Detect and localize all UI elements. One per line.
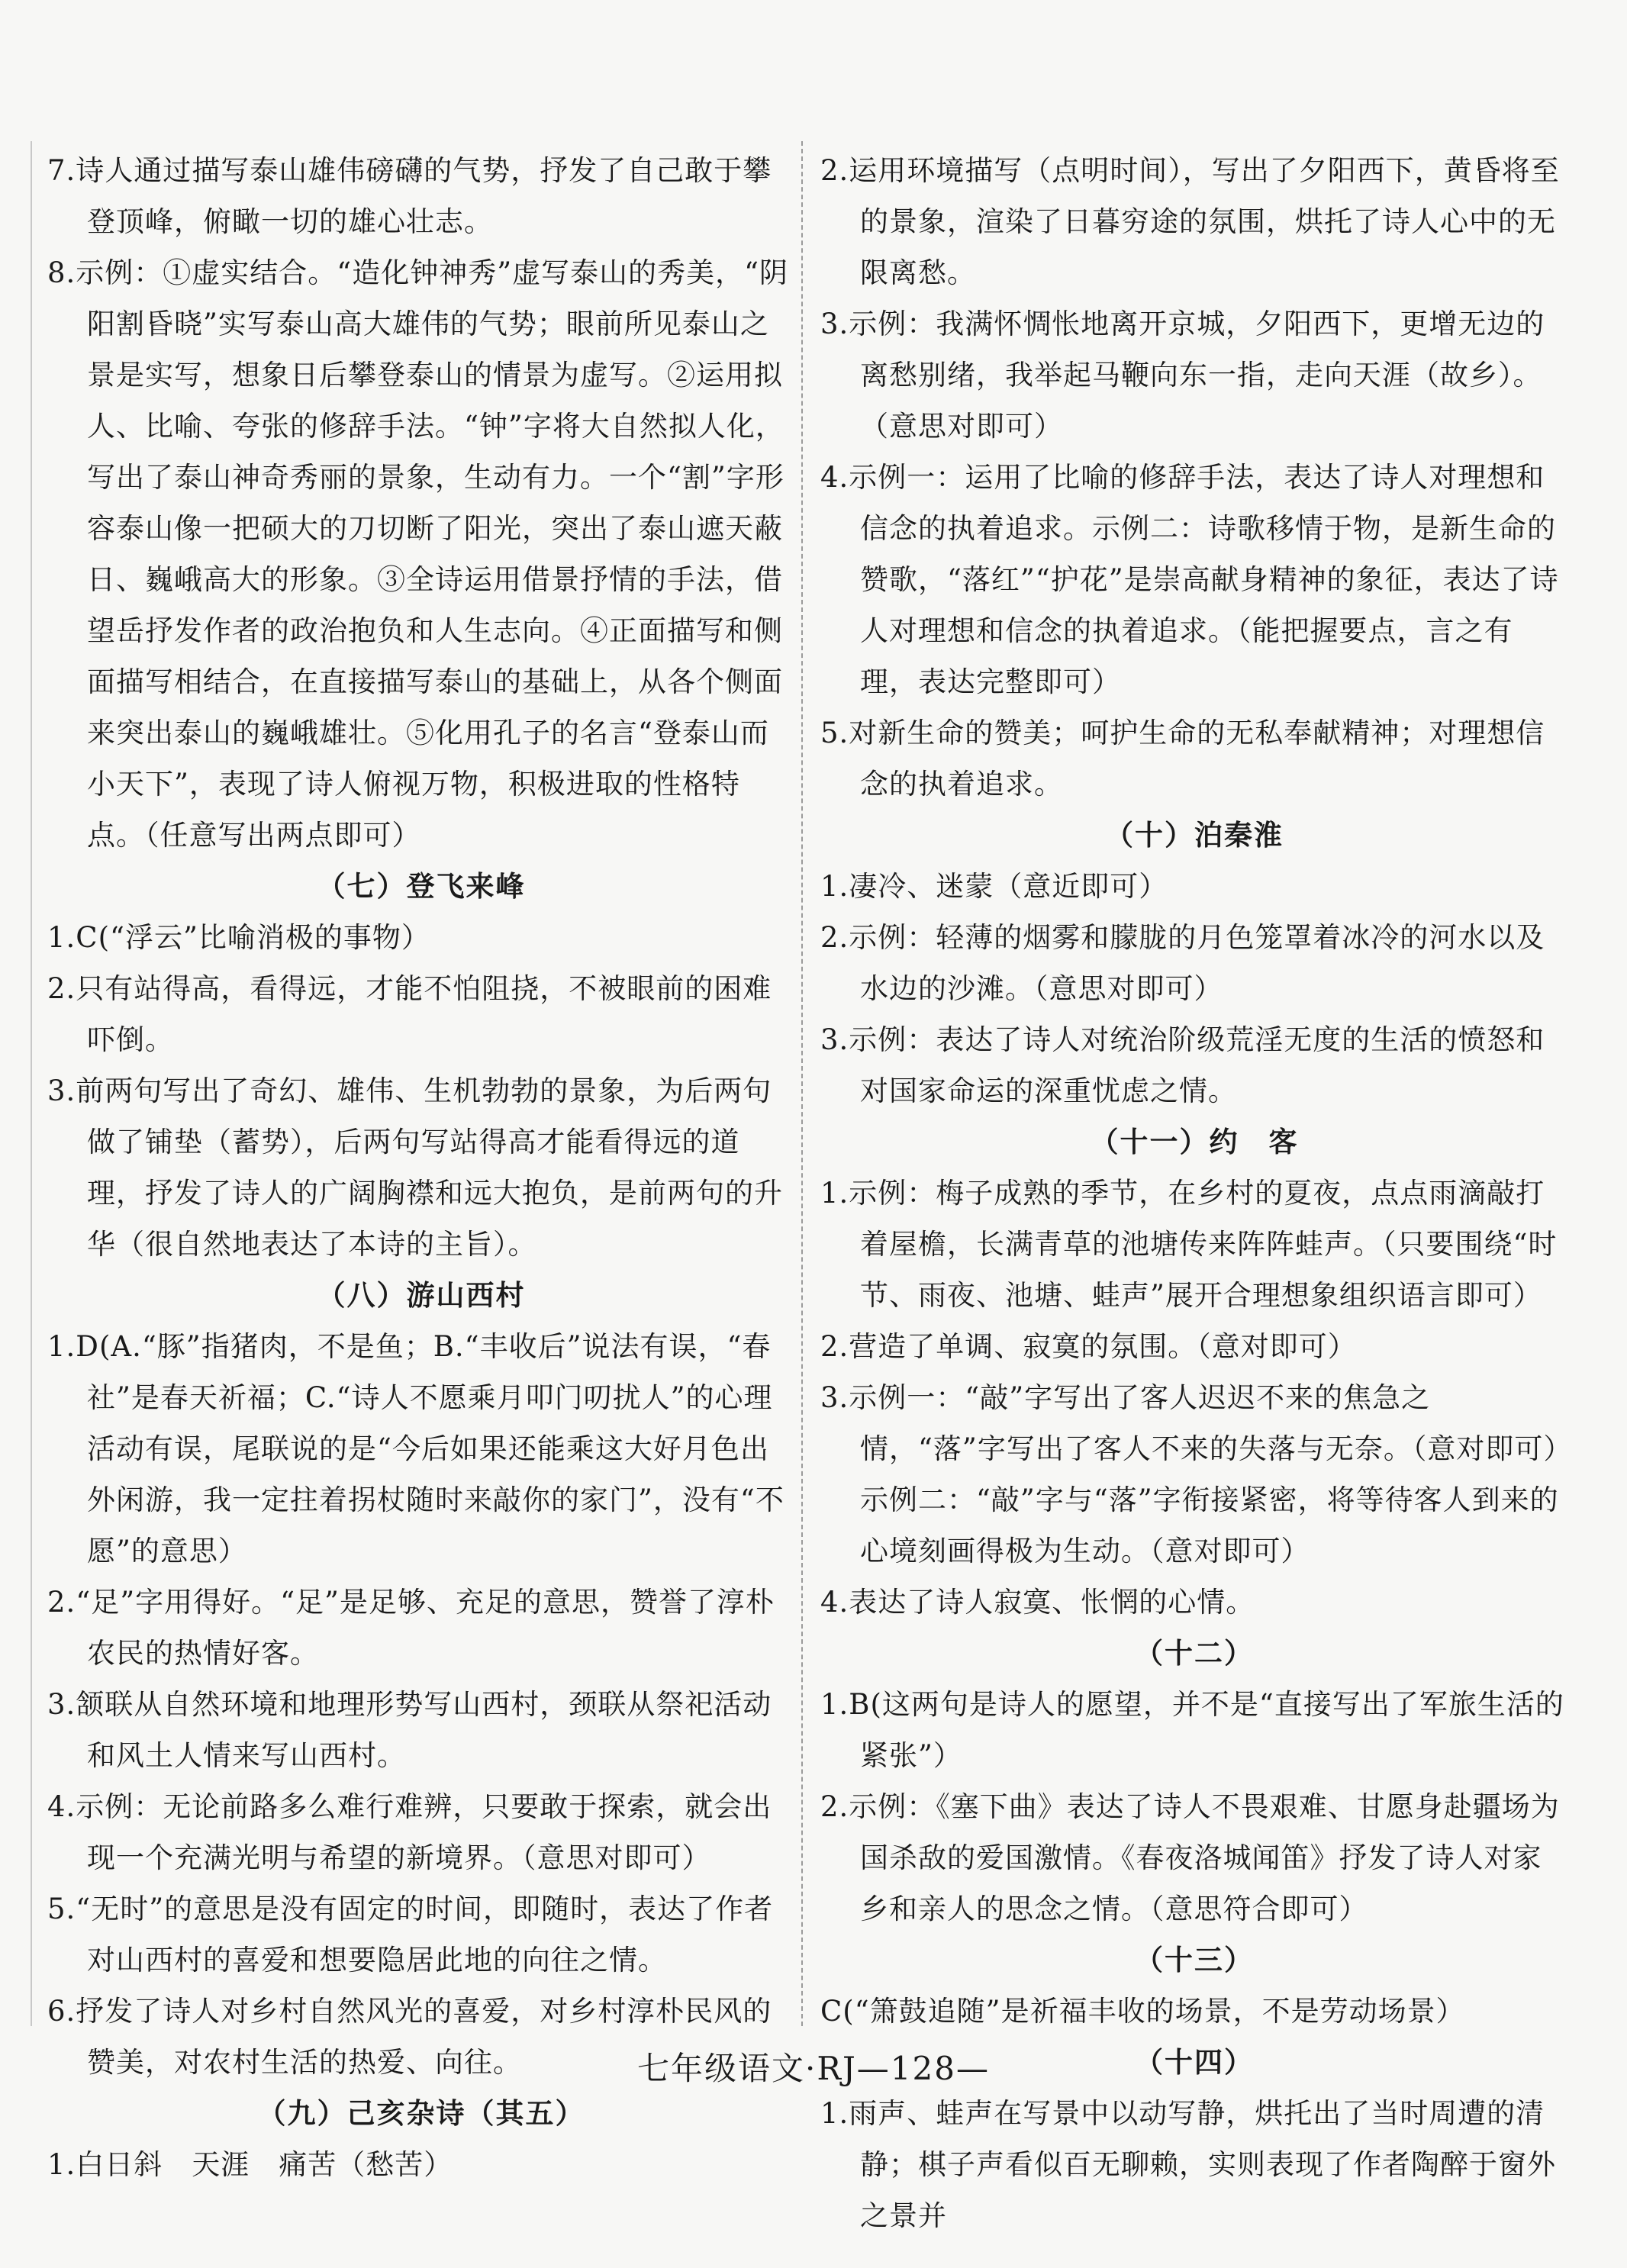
answer-item: 2.营造了单调、寂寞的氛围。（意对即可） [820,1330,1357,1363]
answer-item: 5.对新生命的赞美；呵护生命的无私奉献精神；对理想信念的执着追求。 [820,717,1545,801]
answer-item: 3.示例一：“敲”字写出了客人迟迟不来的焦急之情，“落”字写出了客人不来的失落与无奈。（意对即可）示例二：“敲”字与“落”字衔接紧密，将等待客人到来的心境刻画得极为生动。（意对即可） [820,1381,1559,1567]
section-heading: （十一）约 客 [1090,1125,1299,1158]
answer-item: 3.示例：我满怀惆怅地离开京城，夕阳西下，更增无边的离愁别绪，我举起马鞭向东一指，走向天涯（故乡）。（意思对即可） [820,308,1545,443]
answer-item: 5.“无时”的意思是没有固定的时间，即随时，表达了作者对山西村的喜爱和想要隐居此地的向往之情。 [47,1893,774,1976]
left-column [47,145,795,2190]
section-heading: （九）己亥杂诗（其五） [257,2096,585,2130]
answer-item: 3.前两句写出了奇幻、雄伟、生机勃勃的景象，为后两句做了铺垫（蓄势），后两句写站得高才能看得远的道理，抒发了诗人的广阔胸襟和远大抱负，是前两句的升华（很自然地表达了本诗的主旨）。 [47,1074,783,1261]
answer-item: 6.抒发了诗人对乡村自然风光的喜爱，对乡村淳朴民风的赞美，对农村生活的热爱、向往。 [47,1995,772,2079]
answer-item: 1.C(“浮云”比喻消极的事物） [47,921,430,954]
section-heading: （八）游山西村 [317,1278,526,1312]
column-divider [801,141,803,2026]
answer-item: 7.诗人通过描写泰山雄伟磅礴的气势，抒发了自己敢于攀登顶峰，俯瞰一切的雄心壮志。 [47,154,772,238]
answer-item: 1.白日斜 天涯 痛苦（愁苦） [47,2148,453,2181]
page-footer: 七年级语文·RJ—128— [637,2050,990,2087]
right-column [820,145,1568,2241]
answer-item: 2.只有站得高，看得远，才能不怕阻挠，不被眼前的困难吓倒。 [47,972,772,1056]
answer-item: C(“箫鼓追随”是祈福丰收的场景，不是劳动场景） [820,1995,1465,2028]
answer-item: 1.雨声、蛙声在写景中以动写静，烘托出了当时周遭的清静；棋子声看似百无聊赖，实则表现了作者陶醉于窗外之景并 [820,2097,1556,2232]
answer-item: 1.D(A.“豚”指猪肉，不是鱼；B.“丰收后”说法有误，“春社”是春天祈福；C.“诗人不愿乘月叩门叨扰人”的心理活动有误，尾联说的是“今后如果还能乘这大好月色出外闲游，我一定拄着拐杖随时来敲你的家门”，没有“不愿”的意思） [47,1330,785,1567]
answer-item: 2.示例：《塞下曲》表达了诗人不畏艰难、甘愿身赴疆场为国杀敌的爱国激情。《春夜洛城闻笛》抒发了诗人对家乡和亲人的思念之情。（意思符合即可） [820,1790,1560,1925]
answer-item: 2.“足”字用得好。“足”是足够、充足的意思，赞誉了淳朴农民的热情好客。 [47,1586,775,1670]
answer-item: 8.示例：①虚实结合。“造化钟神秀”虚写泰山的秀美，“阴阳割昏晓”实写泰山高大雄伟的气势；眼前所见泰山之景是实写，想象日后攀登泰山的情景为虚写。②运用拟人、比喻、夸张的修辞手法。“钟”字将大自然拟人化，写出了泰山神奇秀丽的景象，生动有力。一个“割”字形容泰山像一把硕大的刀切断了阳光，突出了泰山遮天蔽日、巍峨高大的形象。③全诗运用借景抒情的手法，借望岳抒发作者的政治抱负和人生志向。④正面描写和侧面描写相结合，在直接描写泰山的基础上，从各个侧面来突出泰山的巍峨雄壮。⑤化用孔子的名言“登泰山而小天下”，表现了诗人俯视万物，积极进取的性格特点。（任意写出两点即可） [47,256,789,852]
answer-item: 2.运用环境描写（点明时间），写出了夕阳西下，黄昏将至的景象，渲染了日暮穷途的氛围，烘托了诗人心中的无限离愁。 [820,154,1560,289]
answer-item: 2.示例：轻薄的烟雾和朦胧的月色笼罩着冰冷的河水以及水边的沙滩。（意思对即可） [820,921,1545,1005]
answer-item: 4.示例：无论前路多么难行难辨，只要敢于探索，就会出现一个充满光明与希望的新境界。（意思对即可） [47,1790,772,1874]
section-heading: （十四） [1135,2045,1254,2079]
answer-item: 4.表达了诗人寂寞、怅惘的心情。 [820,1586,1255,1619]
section-heading: （七）登飞来峰 [317,869,526,903]
answer-item: 1.凄冷、迷蒙（意近即可） [820,870,1168,903]
section-heading: （十）泊秦淮 [1105,818,1284,852]
answer-item: 4.示例一：运用了比喻的修辞手法，表达了诗人对理想和信念的执着追求。示例二：诗歌移情于物，是新生命的赞歌，“落红”“护花”是崇高献身精神的象征，表达了诗人对理想和信念的执着追求。（能把握要点，言之有理，表达完整即可） [820,461,1559,698]
margin-line [31,141,32,2026]
answer-item: 3.颔联从自然环境和地理形势写山西村，颈联从祭祀活动和风土人情来写山西村。 [47,1688,772,1772]
answer-item: 1.示例：梅子成熟的季节，在乡村的夏夜，点点雨滴敲打着屋檐，长满青草的池塘传来阵阵蛙声。（只要围绕“时节、雨夜、池塘、蛙声”展开合理想象组织语言即可） [820,1177,1558,1312]
answer-item: 3.示例：表达了诗人对统治阶级荒淫无度的生活的愤怒和对国家命运的深重忧虑之情。 [820,1023,1545,1107]
section-heading: （十二） [1135,1636,1254,1670]
answer-item: 1.B(这两句是诗人的愿望，并不是“直接写出了军旅生活的紧张”） [820,1688,1564,1772]
section-heading: （十三） [1135,1943,1254,1976]
